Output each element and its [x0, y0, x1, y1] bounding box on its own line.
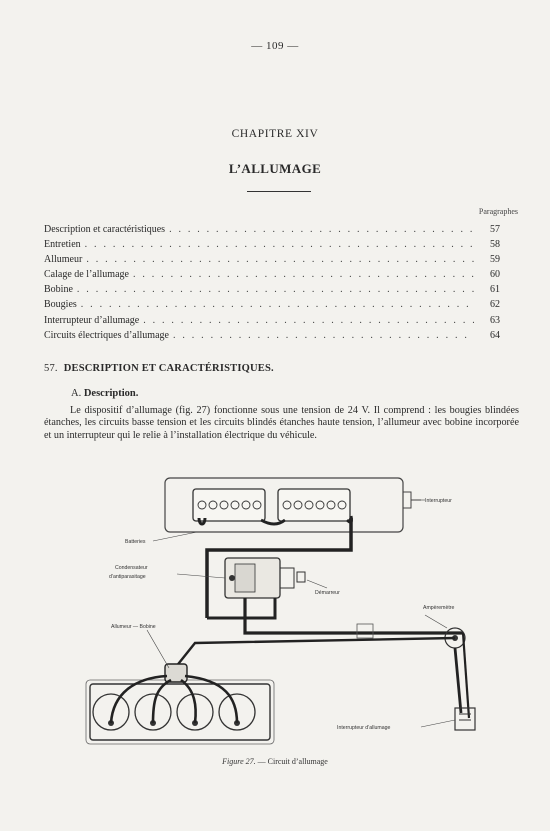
toc-row — [44, 299, 500, 314]
figure-caption — [0, 757, 550, 766]
ignition-switch-drawing — [455, 708, 475, 730]
toc-row — [44, 224, 500, 239]
ignition-circuit-diagram — [85, 468, 505, 748]
toc-label: Interrupteur d’allumage — [44, 314, 140, 326]
toc-row — [44, 330, 500, 345]
figure-label-interrupteur-allumage: Interrupteur d’allumage — [337, 725, 391, 731]
section-heading — [44, 363, 274, 374]
table-of-contents — [44, 224, 500, 345]
toc-row — [44, 284, 500, 299]
toc-leader-dots — [173, 330, 474, 341]
figure-label-interrupteur: Interrupteur — [425, 498, 452, 504]
chapter-title: L’ALLUMAGE — [228, 161, 322, 176]
distributor-drawing — [111, 664, 237, 723]
figure-caption-prefix: Figure 27. — [222, 757, 256, 766]
toc-leader-dots — [81, 299, 474, 310]
toc-label: Calage de l’allumage — [44, 269, 129, 281]
toc-leader-dots — [86, 254, 474, 265]
section-title: DESCRIPTION ET CARACTÉRISTIQUES. — [63, 363, 274, 374]
toc-paragraph-number: 57 — [490, 224, 500, 235]
section-number: 57. — [44, 363, 58, 374]
subsection-title: Description. — [83, 388, 139, 399]
toc-paragraph-number: 63 — [490, 314, 500, 326]
toc-label: Circuits électriques d’allumage — [44, 329, 169, 341]
figure-label-condensateur-1: Condensateur — [115, 565, 148, 571]
batteries-drawing — [165, 478, 403, 532]
spark-plugs-drawing — [86, 680, 274, 744]
toc-paragraph-number: 61 — [490, 284, 500, 296]
page-number: — 109 — — [251, 40, 299, 52]
toc-label: Bobine — [44, 284, 73, 296]
figure-label-amperemetre: Ampèremètre — [423, 605, 455, 611]
toc-row — [44, 254, 500, 269]
toc-leader-dots — [85, 239, 474, 250]
toc-paragraph-number: 60 — [490, 269, 500, 281]
toc-row — [44, 315, 500, 330]
figure-label-demarreur: Démarreur — [315, 590, 340, 596]
toc-label: Bougies — [44, 299, 77, 311]
figure-label-allumeur-bobine: Allumeur — Bobine — [111, 624, 156, 630]
toc-column-header: Paragraphes — [478, 207, 518, 216]
toc-row — [44, 269, 500, 284]
toc-paragraph-number: 64 — [490, 329, 500, 341]
title-underline — [247, 191, 311, 192]
figure-caption-text: — Circuit d’allumage — [255, 757, 328, 766]
toc-label: Entretien — [44, 239, 81, 251]
toc-paragraph-number: 58 — [490, 239, 500, 251]
body-paragraph: Le dispositif d’allumage (fig. 27) fonctionne sous une tension de 24 V. Il comprend : les bougies blindées étanches, les circuits basse tension et les circuits blindés étanches haute tension, l’allumeur avec bobine incorporée et un interrupteur qui le relie à l’installation électrique du véhicule. — [44, 405, 519, 441]
toc-paragraph-number: 59 — [490, 254, 500, 266]
figure-label-condensateur-2: d’antiparasitage — [109, 574, 146, 580]
toc-leader-dots — [77, 284, 474, 295]
toc-leader-dots — [133, 269, 474, 280]
figure-label-batteries: Batteries — [125, 539, 146, 545]
toc-row — [44, 239, 500, 254]
toc-label: Description et caractéristiques — [44, 224, 166, 235]
toc-paragraph-number: 62 — [490, 299, 500, 311]
toc-leader-dots — [143, 315, 474, 326]
subsection-heading — [71, 388, 138, 399]
ammeter-drawing — [357, 624, 465, 648]
starter-drawing — [225, 558, 305, 598]
master-switch-drawing — [403, 492, 421, 508]
toc-leader-dots — [169, 224, 474, 235]
toc-label: Allumeur — [44, 254, 83, 266]
chapter-heading: CHAPITRE XIV — [231, 128, 319, 140]
subsection-letter: A. — [71, 388, 82, 399]
